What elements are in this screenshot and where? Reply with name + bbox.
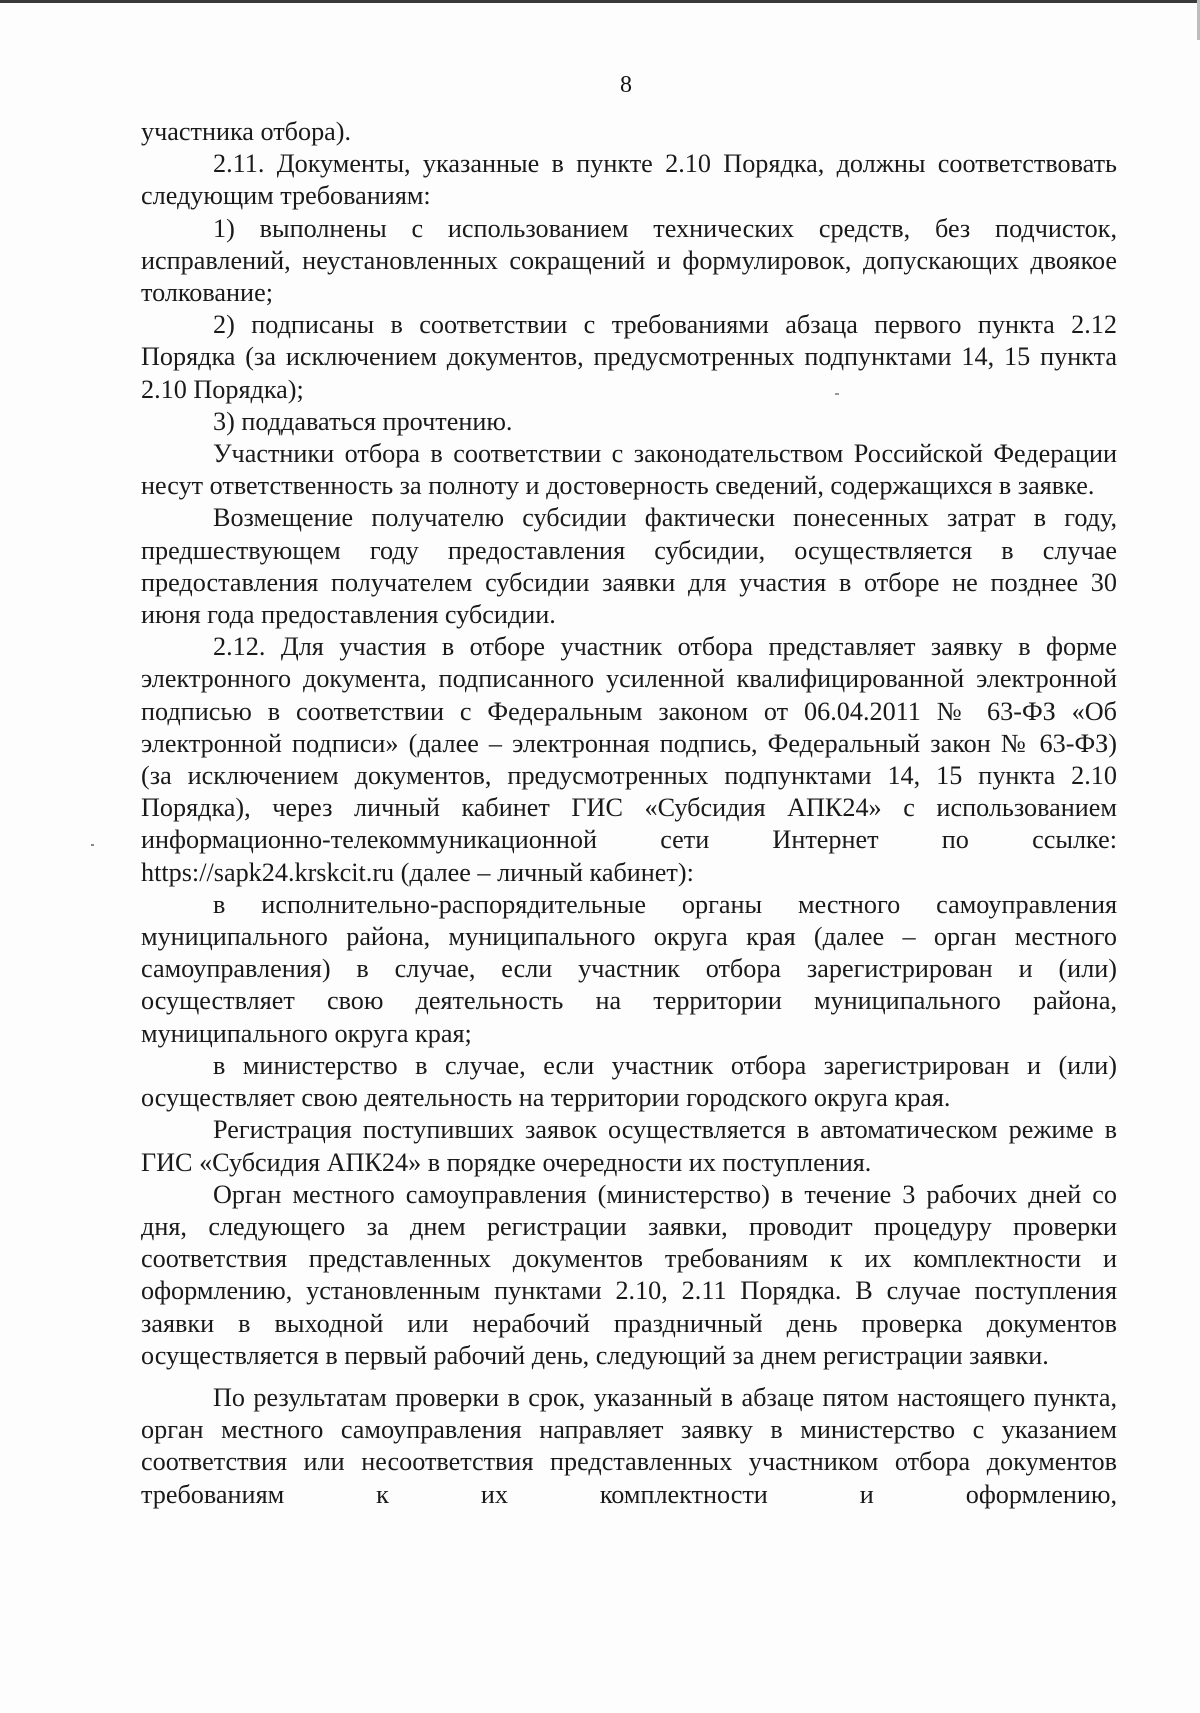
list-item-2: 2) подписаны в соответствии с требованиями абзаца первого пункта 2.12 Порядка (за исключением документов, предусмотренных подпунктами 14, 15 пункта 2.10 Порядка); xyxy=(141,310,1117,404)
paragraph-continuation: участника отбора). xyxy=(141,117,352,146)
paragraph-responsibility: Участники отбора в соответствии с законодательством Российской Федерации несут ответственность за полноту и достоверность сведений, содержащихся в заявке. xyxy=(141,439,1117,501)
list-item-3: 3) поддаваться прочтению. xyxy=(213,406,513,436)
scan-speck xyxy=(91,844,94,846)
page-number: 8 xyxy=(620,72,632,98)
paragraph-2-11-heading: 2.11. Документы, указанные в пункте 2.10 Порядка, должны соответствовать следующим требованиям: xyxy=(141,149,1117,211)
paragraph-local-authority: в исполнительно-распорядительные органы местного самоуправления муниципального района, муниципального округа края (далее – орган местного самоуправления) в случае, если участник отбора зарегистрирован и (или) осуществляет свою деятельность на территории муниципального района, муниципального округа края; xyxy=(141,889,1117,1048)
paragraph-verification: Орган местного самоуправления (министерство) в течение 3 рабочих дней со дня, следующего за днем регистрации заявки, проводит процедуру проверки соответствия представленных документов требованиям к их комплектности и оформлению, установленным пунктами 2.10, 2.11 Порядка. В случае поступления заявки в выходной или нерабочий праздничный день проверка документов осуществляется в первый рабочий день, следующий за днем регистрации заявки. xyxy=(141,1179,1117,1370)
paragraph-registration: Регистрация поступивших заявок осуществляется в автоматическом режиме в ГИС «Субсидия АПК24» в порядке очередности их поступления. xyxy=(141,1115,1117,1177)
list-item-1: 1) выполнены с использованием технических средств, без подчисток, исправлений, неустановленных сокращений и формулировок, допускающих двоякое толкование; xyxy=(141,213,1117,308)
paragraph-reimbursement: Возмещение получателю субсидии фактически понесенных затрат в году, предшествующем году предоставления субсидии, осуществляется в случае предоставления получателем субсидии заявки для участия в отборе не позднее 30 июня года предоставления субсидии. xyxy=(141,503,1117,630)
paragraph-results: По результатам проверки в срок, указанный в абзаце пятом настоящего пункта, орган местного самоуправления направляет заявку в министерство с указанием соответствия или несоответствия представленных участником отбора документов требованиям к их комплектности и оформлению, xyxy=(141,1382,1117,1509)
paragraph-2-12: 2.12. Для участия в отборе участник отбора представляет заявку в форме электронного документа, подписанного усиленной квалифицированной электронной подписью в соответствии с Федеральным законом от 06.04.2011 № 63-ФЗ «Об электронной подписи» (далее – электронная подпись, Федеральный закон № 63-ФЗ) (за исключением документов, предусмотренных подпунктами 14, 15 пункта 2.10 Порядка), через личный кабинет ГИС «Субсидия АПК24» с использованием информационно-телекоммуникационной сети Интернет по ссылке: https://sapk24.krskcit.ru (далее – личный кабинет): xyxy=(141,632,1117,887)
document-body xyxy=(141,116,1117,1511)
scan-top-border xyxy=(0,0,1200,3)
paragraph-ministry: в министерство в случае, если участник отбора зарегистрирован и (или) осуществляет свою деятельность на территории городского округа края. xyxy=(141,1050,1117,1113)
